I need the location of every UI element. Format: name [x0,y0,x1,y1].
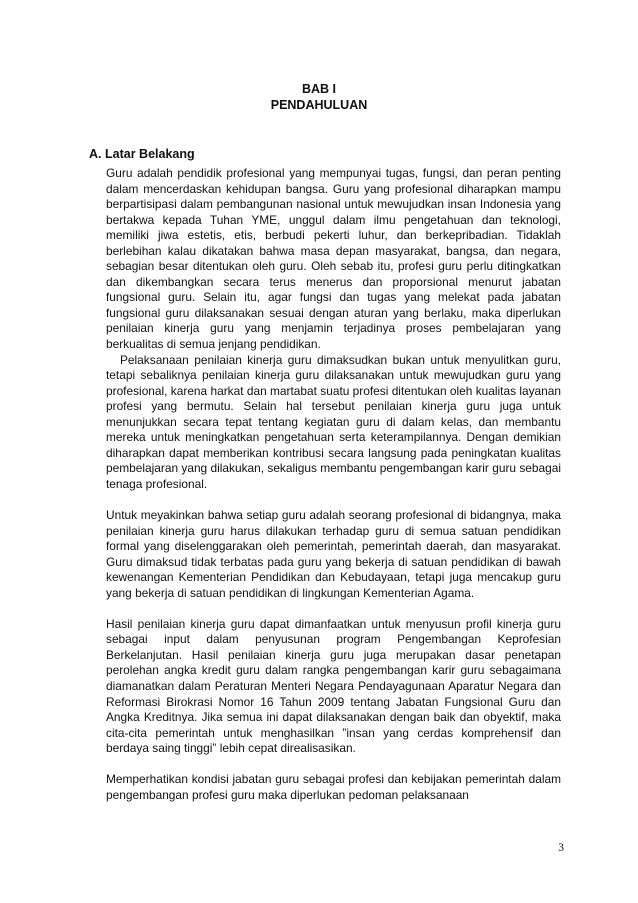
paragraph-2: Pelaksanaan penilaian kinerja guru dimaksudkan bukan untuk menyulitkan guru, tetapi sebaliknya penilaian kinerja guru dilaksanakan untuk mewujudkan guru yang profesional, karena harkat dan martabat suatu profesi ditentukan oleh kualitas layanan profesi yang bermutu. Selain hal tersebut penilaian kinerja guru juga untuk menunjukkan secara tepat tentang kegiatan guru di dalam kelas, dan membantu mereka untuk meningkatkan pengetahuan serta keterampilannya. Dengan demikian diharapkan dapat memberikan kontribusi secara langsung pada peningkatan kualitas pembelajaran yang dilakukan, sekaligus membantu pengembangan karir guru sebagai tenaga profesional. [106,352,561,491]
chapter-number: BAB I [301,82,337,96]
chapter-title: PENDAHULUAN [270,98,368,112]
body-text [106,166,561,803]
page-number: 3 [558,842,564,854]
paragraph-4: Hasil penilaian kinerja guru dapat dimanfaatkan untuk menyusun profil kinerja guru sebagai input dalam penyusunan program Pengembangan Keprofesian Berkelanjutan. Hasil penilaian kinerja guru juga merupakan dasar penetapan perolehan angka kredit guru dalam rangka pengembangan karir guru sebagaimana diamanatkan dalam Peraturan Menteri Negara Pendayagunaan Aparatur Negara dan Reformasi Birokrasi Nomor 16 Tahun 2009 tentang Jabatan Fungsional Guru dan Angka Kreditnya. Jika semua ini dapat dilaksanakan dengan baik dan obyektif, maka cita-cita pemerintah untuk menghasilkan ”insan yang cerdas komprehensif dan berdaya saing tinggi” lebih cepat direalisasikan. [106,616,561,756]
paragraph-1: Guru adalah pendidik profesional yang mempunyai tugas, fungsi, dan peran penting dalam mencerdaskan kehidupan bangsa. Guru yang profesional diharapkan mampu berpartisipasi dalam pembangunan nasional untuk mewujudkan insan Indonesia yang bertakwa kepada Tuhan YME, unggul dalam ilmu pengetahuan dan teknologi, memiliki jiwa estetis, etis, berbudi pekerti luhur, dan berkepribadian. Tidaklah berlebihan kalau dikatakan bahwa masa depan masyarakat, bangsa, dan negara, sebagian besar ditentukan oleh guru. Oleh sebab itu, profesi guru perlu ditingkatkan dan dikembangkan secara terus menerus dan proporsional menurut jabatan fungsional guru. Selain itu, agar fungsi dan tugas yang melekat pada jabatan fungsional guru dilaksanakan sesuai dengan aturan yang berlaku, maka diperlukan penilaian kinerja guru yang menjamin terjadinya proses pembelajaran yang berkualitas di semua jenjang pendidikan. [106,166,561,352]
section-title: Latar Belakang [105,147,195,161]
section-heading [89,146,195,162]
paragraph-5: Memperhatikan kondisi jabatan guru sebagai profesi dan kebijakan pemerintah dalam pengembangan profesi guru maka diperlukan pedoman pelaksanaan [106,772,561,802]
paragraph-3: Untuk meyakinkan bahwa setiap guru adalah seorang profesional di bidangnya, maka penilaian kinerja guru harus dilakukan terhadap guru di semua satuan pendidikan formal yang diselenggarakan oleh pemerintah, pemerintah daerah, dan masyarakat. Guru dimaksud tidak terbatas pada guru yang bekerja di satuan pendidikan di bawah kewenangan Kementerian Pendidikan dan Kebudayaan, tetapi juga mencakup guru yang bekerja di satuan pendidikan di lingkungan Kementerian Agama. [106,507,561,600]
section-letter: A. [89,147,102,161]
